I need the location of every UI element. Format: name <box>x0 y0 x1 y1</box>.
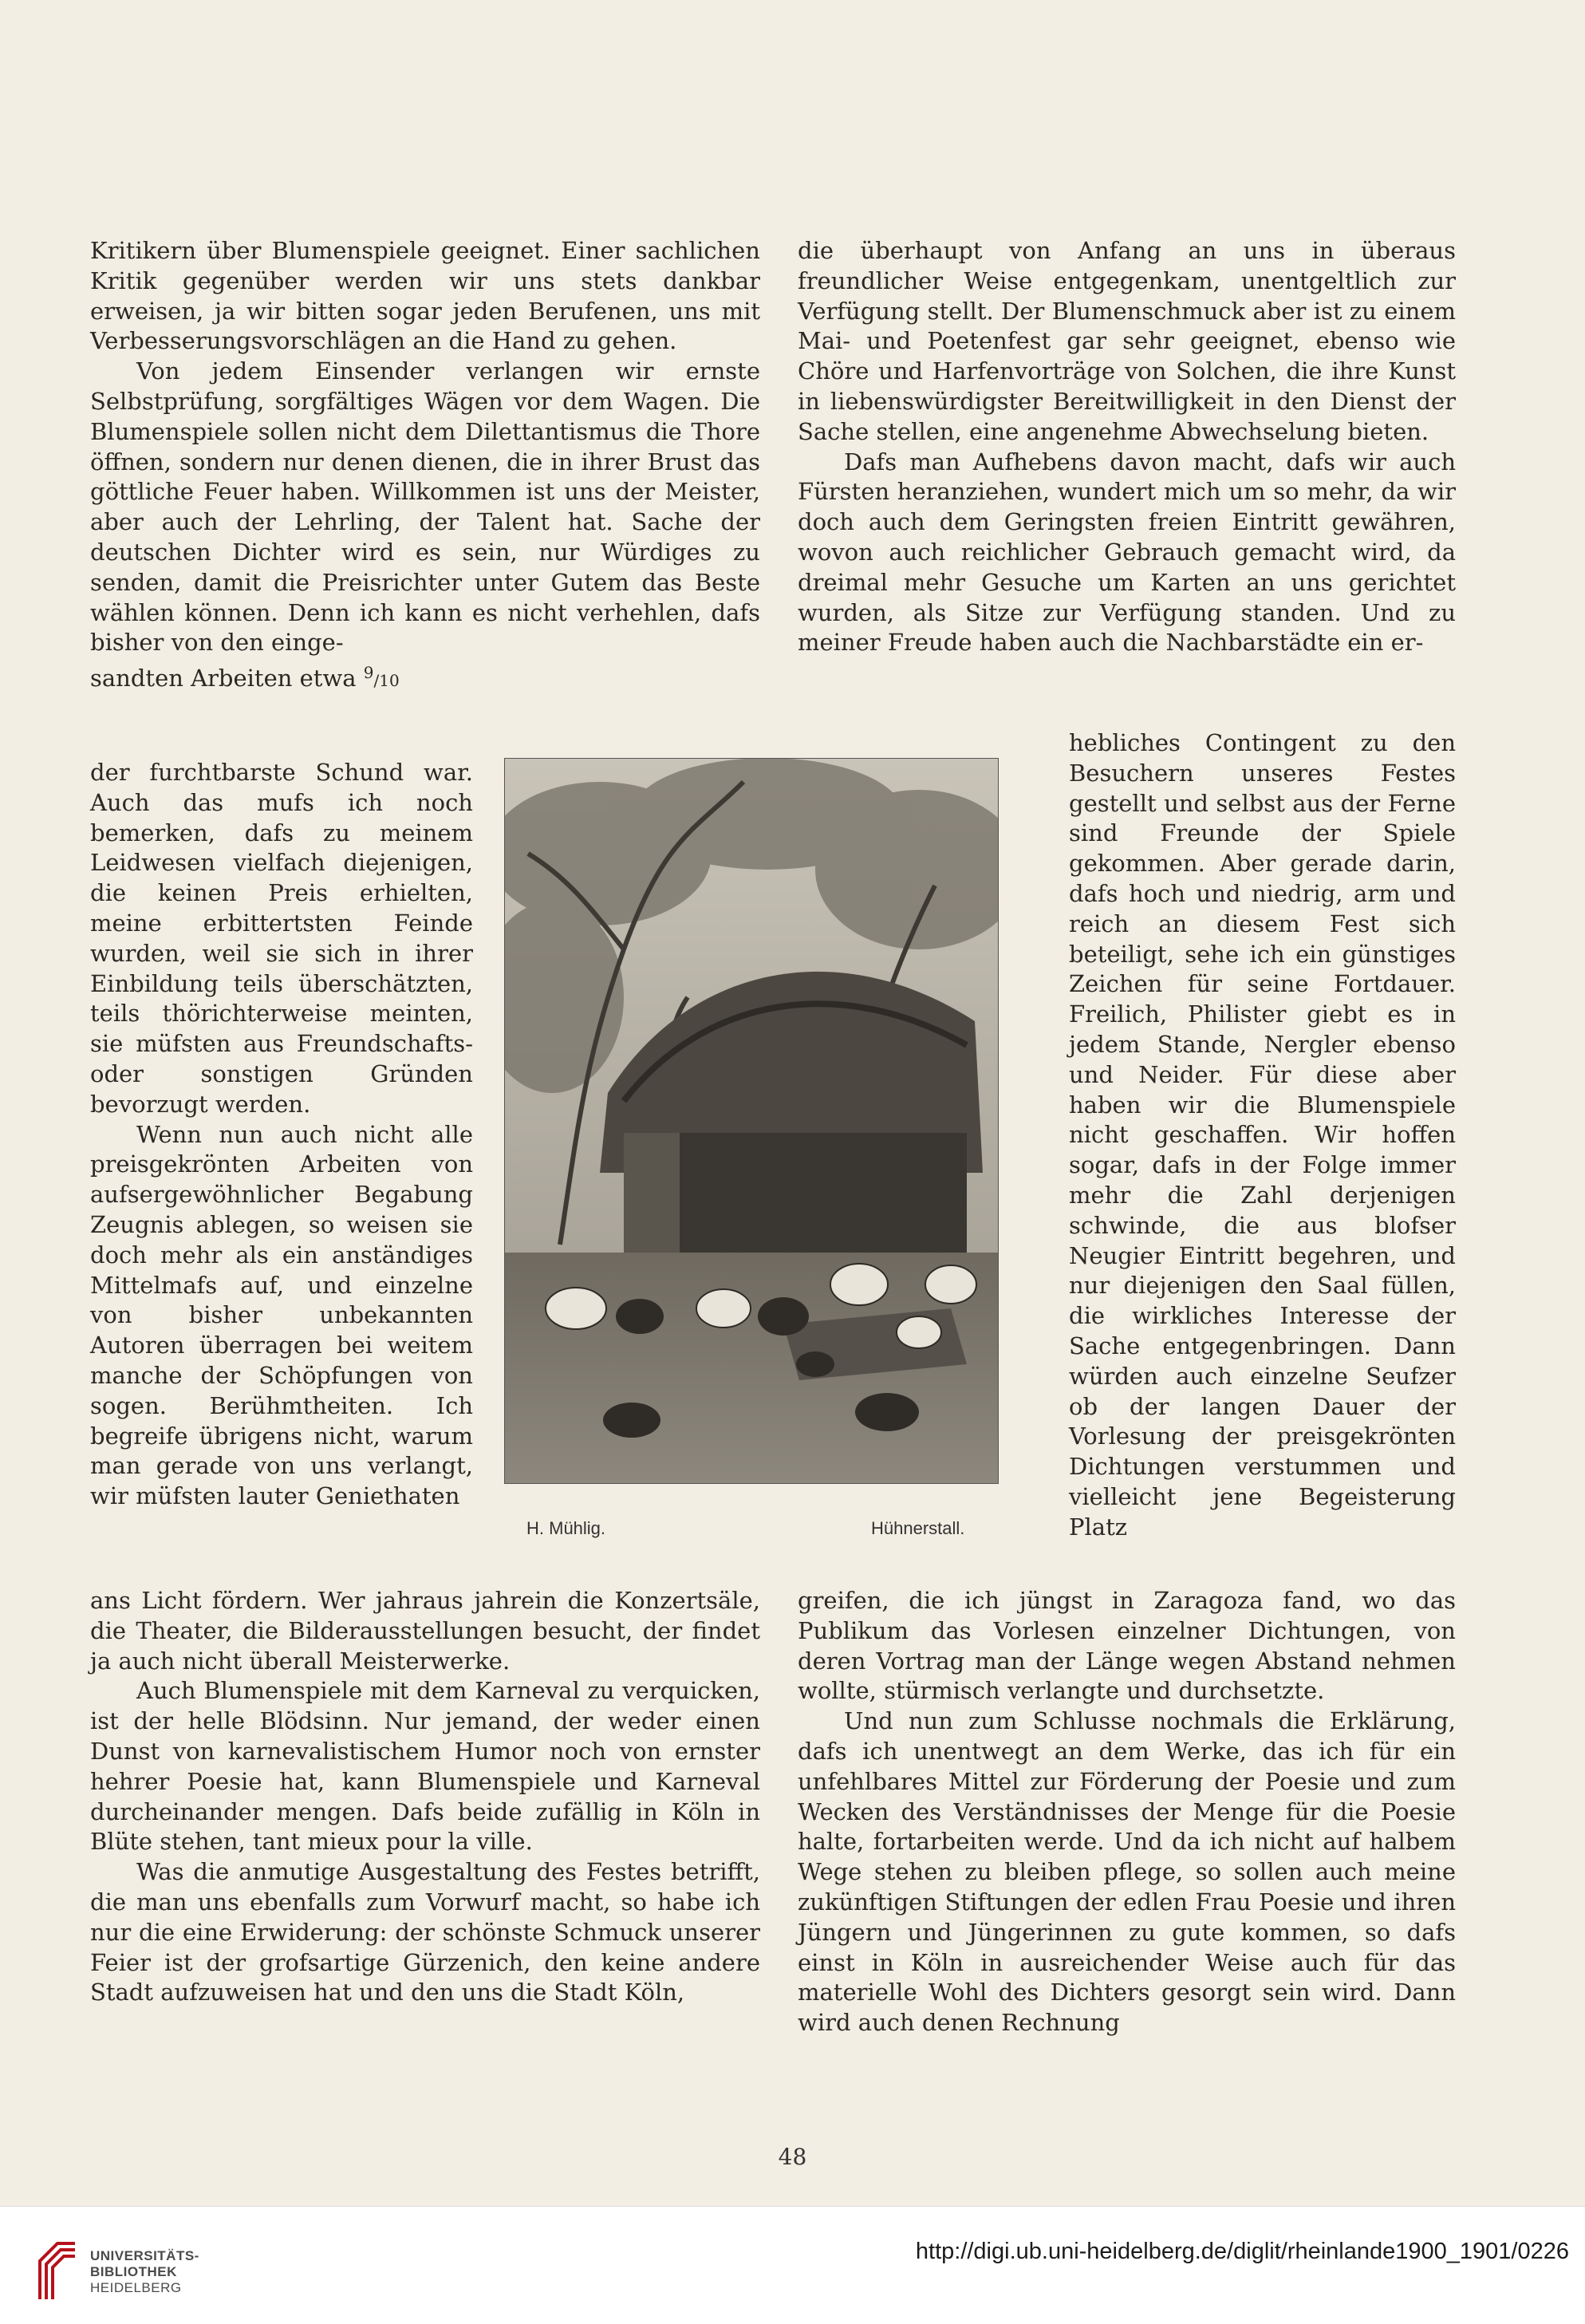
paragraph: hebliches Contingent zu den Besuchern unseres Festes gestellt und selbst aus der Ferne sind Freunde der Spiele gekommen. Aber gerade darin, dafs hoch und niedrig, arm und reich an diesem Fest sich beteiligt, sehe ich ein günstiges Zeichen für seine Fortdauer. Freilich, Philister giebt es in jedem Stande, Nergler ebenso und Neider. Für diese aber haben wir die Blumenspiele nicht geschaffen. Wir hoffen sogar, dafs in der Folge immer mehr die Zahl derjenigen schwinde, die aus blofser Neugier Eintritt begehren, und nur diejenigen den Saal füllen, die wirkliches Interesse der Sache entgegenbringen. Dann würden auch einzelne Seufzer ob der langen Dauer der Vorlesung der preisgekrönten Dichtungen verstummen und vielleicht jene Begeisterung Platz <box>1069 729 1456 1541</box>
caption-title: Hühnerstall. <box>871 1518 965 1538</box>
illustration-chicken-coop <box>504 758 999 1484</box>
caption-artist: H. Mühlig. <box>526 1518 606 1538</box>
column-right-top <box>798 236 1456 658</box>
page-number: 48 <box>778 2144 807 2170</box>
column-left-narrow <box>90 758 473 1512</box>
fraction <box>363 663 400 691</box>
column-left-top <box>90 236 760 696</box>
paragraph: ans Licht fördern. Wer jahraus jahrein die Konzertsäle, die Theater, die Bilderausstellungen besucht, der findet ja auch nicht überall Meisterwerke. <box>90 1587 760 1675</box>
fraction-numerator: 9 <box>363 663 374 683</box>
viewer-footer <box>0 2206 1585 2324</box>
paragraph: Wenn nun auch nicht alle preisgekrönten Arbeiten von aufsergewöhnlicher Begabung Zeugnis ablegen, so weisen sie doch mehr als ein anständiges Mittelmafs auf, und einzelne von bisher unbekannten Autoren überragen bei weitem manche der Schöpfungen von sogen. Berühmtheiten. Ich begreife übrigens nicht, warum man gerade von uns verlangt, wir müfsten lauter Geniethaten <box>90 1120 473 1510</box>
library-name-line: UNIVERSITÄTS- <box>90 2248 199 2263</box>
paragraph: der furchtbarste Schund war. Auch das mufs ich noch bemerken, dafs zu meinem Leidwesen vielfach diejenigen, die keinen Preis erhielten, meine erbittertsten Feinde wurden, weil sie sich in ihrer Einbildung teils überschätzten, teils thörichterweise meinten, sie müfsten aus Freundschafts- oder sonstigen Gründen bevorzugt werden. <box>90 759 473 1118</box>
paragraph: greifen, die ich jüngst in Zaragoza fand, wo das Publikum das Vorlesen einzelner Dichtungen, von deren Vortrag man der Länge wegen Abstand nehmen wollte, stürmisch verlangte und durchsetzte. <box>798 1587 1456 1705</box>
column-right-bottom <box>798 1586 1456 2038</box>
paragraph: Auch Blumenspiele mit dem Karneval zu verquicken, ist der helle Blödsinn. Nur jemand, der weder einen Dunst von karnevalistischem Humor noch von ernster hehrer Poesie hat, kann Blumenspiele und Karneval durcheinander mengen. Dafs beide zufällig in Köln in Blüte stehen, tant mieux pour la ville. <box>90 1677 760 1856</box>
paragraph: Was die anmutige Ausgestaltung des Festes betrifft, die man uns ebenfalls zum Vorwurf macht, so habe ich nur die eine Erwiderung: der schönste Schmuck unserer Feier ist der grofsartige Gürzenich, den keine andere Stadt aufzuweisen hat und den uns die Stadt Köln, <box>90 1858 760 2006</box>
column-left-bottom <box>90 1586 760 2008</box>
paragraph: Dafs man Aufhebens davon macht, dafs wir auch Fürsten heranziehen, wundert mich um so mehr, da wir doch auch dem Geringsten freien Eintritt gewähren, wovon auch reichlicher Gebrauch gemacht wird, da dreimal mehr Gesuche um Karten an uns gerichtet wurden, als Sitze zur Verfügung standen. Und zu meiner Freude haben auch die Nachbarstädte ein er- <box>798 448 1456 657</box>
library-name-line: BIBLIOTHEK <box>90 2264 177 2279</box>
column-right-narrow <box>1069 728 1456 1543</box>
fraction-denominator: /10 <box>373 671 400 691</box>
library-name-line: HEIDELBERG <box>90 2280 182 2295</box>
paragraph: Kritikern über Blumenspiele geeignet. Einer sachlichen Kritik gegenüber werden wir uns stets dankbar erweisen, ja wir bitten sogar jeden Berufenen, uns mit Verbesserungsvorschlägen an die Hand zu gehen. <box>90 237 760 355</box>
paragraph-fraction-line <box>90 658 760 696</box>
paragraph: die überhaupt von Anfang an uns in überaus freundlicher Weise entgegenkam, unentgeltlich zur Verfügung stellt. Der Blumenschmuck aber ist zu einem Mai- und Poetenfest gar sehr geeignet, ebenso wie Chöre und Harfenvorträge von Solchen, die ihre Kunst in liebenswürdigster Bereitwilligkeit in den Dienst der Sache stellen, eine angenehme Abwechselung bieten. <box>798 237 1456 445</box>
illustration-image <box>504 758 999 1484</box>
paragraph: Von jedem Einsender verlangen wir ernste Selbstprüfung, sorgfältiges Wägen vor dem Wagen. Die Blumenspiele sollen nicht dem Dilettantismus die Thore öffnen, sondern nur denen dienen, die in ihrer Brust das göttliche Feuer haben. Willkommen ist uns der Meister, aber auch der Lehrling, der Talent hat. Sache der deutschen Dichter wird es sein, nur Würdiges zu senden, damit die Preisrichter unter Gutem das Beste wählen können. Denn ich kann es nicht verhehlen, dafs bisher von den einge- <box>90 357 760 657</box>
fraction-line-text: sandten Arbeiten etwa <box>90 665 357 692</box>
library-logo-icon[interactable] <box>34 2237 80 2301</box>
library-name[interactable] <box>90 2248 199 2296</box>
source-url-link[interactable]: http://digi.ub.uni-heidelberg.de/diglit/rheinlande1900_1901/0226 <box>915 2239 1569 2264</box>
paragraph: Und nun zum Schlusse nochmals die Erklärung, dafs ich unentwegt an dem Werke, das ich für ein unfehlbares Mittel zur Förderung der Poesie und zum Wecken des Verständnisses der Menge für die Poesie halte, fortarbeiten werde. Und da ich nicht auf halbem Wege stehen zu bleiben pflege, so sollen auch meine zukünftigen Stiftungen der edlen Frau Poesie und ihren Jüngern und Jüngerinnen zu gute kommen, so dafs einst in Köln in ausreichender Weise auch für das materielle Wohl des Dichters gesorgt sein wird. Dann wird auch denen Rechnung <box>798 1707 1456 2037</box>
